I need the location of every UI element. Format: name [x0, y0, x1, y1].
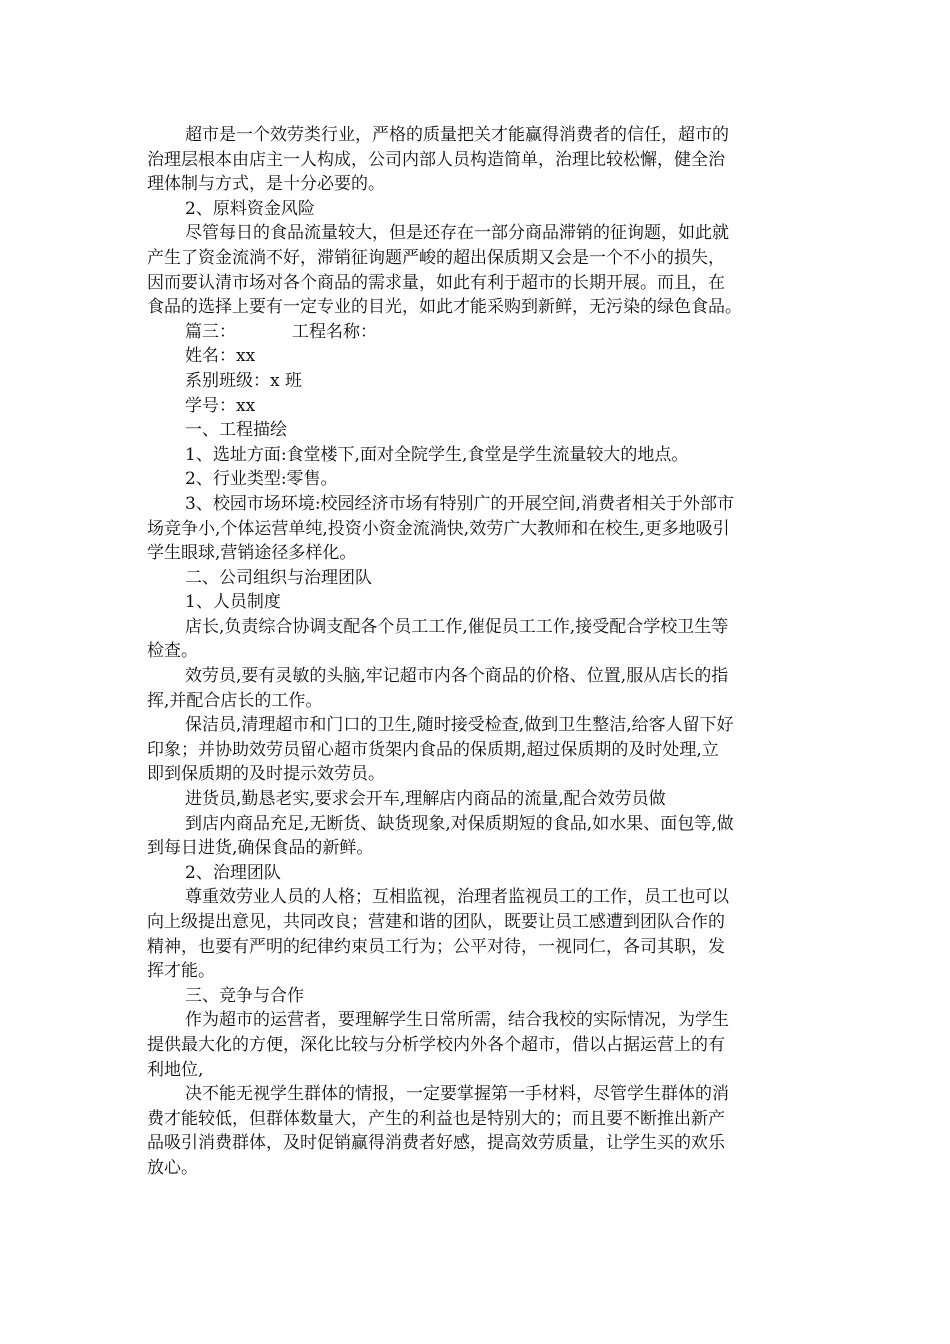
text-line: 理体制与方式，是十分必要的。 [147, 174, 385, 195]
text-line: 作为超市的运营者，要理解学生日常所需，结合我校的实际情况，为学生 [185, 1010, 729, 1031]
text-line: 食品的选择上要有一定专业的目光，如此才能采购到新鲜，无污染的绿色食品。 [147, 297, 742, 318]
text-line: 放心。 [147, 1157, 198, 1178]
text-line: 产生了资金流淌不好，滞销征询题严峻的超出保质期又会是一个不小的损失， [147, 247, 725, 268]
text-line: 1、选址方面:食堂楼下,面对全院学生,食堂是学生流量较大的地点。 [185, 444, 689, 465]
section-heading: 1、人员制度 [185, 592, 281, 613]
text-line: 检查。 [147, 641, 198, 662]
document-body [147, 123, 807, 1181]
text-line: 印象；并协助效劳员留心超市货架内食品的保质期,超过保质期的及时处理,立 [147, 739, 719, 760]
text-line: 尊重效劳业人员的人格；互相监视，治理者监视员工的工作，员工也可以 [185, 887, 729, 908]
section-heading: 二、公司组织与治理团队 [185, 567, 372, 588]
text-line: 保洁员,清理超市和门口的卫生,随时接受检查,做到卫生整洁,给客人留下好 [185, 715, 734, 736]
student-id-field: 学号：xx [185, 395, 256, 416]
text-line: 店长,负责综合协调支配各个员工工作,催促员工工作,接受配合学校卫生等 [185, 616, 729, 637]
text-line: 决不能无视学生群体的情报，一定要掌握第一手材料，尽管学生群体的消 [185, 1084, 729, 1105]
text-line: 3、校园市场环境:校园经济市场有特别广的开展空间,消费者相关于外部市 [185, 493, 734, 514]
section-heading: 2、治理团队 [185, 862, 281, 883]
text-line: 尽管每日的食品流量较大，但是还存在一部分商品滞销的征询题，如此就 [185, 223, 729, 244]
text-line: 利地位, [147, 1059, 204, 1080]
text-line: 因而要认清市场对各个商品的需求量，如此有利于超市的长期开展。而且，在 [147, 272, 725, 293]
chapter-title-line [147, 320, 807, 345]
text-line: 治理层根本由店主一人构成，公司内部人员构造简单，治理比较松懈，健全治 [147, 149, 725, 170]
chapter-label: 篇三： [185, 321, 236, 342]
text-line: 即到保质期的及时提示效劳员。 [147, 764, 385, 785]
text-line: 提供最大化的方便，深化比较与分析学校内外各个超市，借以占据运营上的有 [147, 1034, 725, 1055]
text-line: 效劳员,要有灵敏的头脑,牢记超市内各个商品的价格、位置,服从店长的指 [185, 666, 729, 687]
section-heading: 2、原料资金风险 [185, 198, 315, 219]
text-line: 挥,并配合店长的工作。 [147, 690, 323, 711]
text-line: 费才能较低，但群体数量大，产生的利益也是特别大的；而且要不断推出新产 [147, 1108, 725, 1129]
section-heading: 一、工程描绘 [185, 420, 287, 441]
text-line: 2、行业类型:零售。 [185, 469, 338, 490]
name-field: 姓名：xx [185, 346, 256, 367]
project-name-label: 工程名称： [292, 321, 377, 342]
section-heading: 三、竞争与合作 [185, 985, 304, 1006]
text-line: 场竞争小,个体运营单纯,投资小资金流淌快,效劳广大教师和在校生,更多地吸引 [147, 518, 730, 539]
text-line: 精神，也要有严明的纪律约束员工行为；公平对待，一视同仁，各司其职，发 [147, 936, 725, 957]
class-field: 系别班级：x 班 [185, 370, 302, 391]
text-line: 向上级提出意见，共同改良；营建和谐的团队，既要让员工感遭到团队合作的 [147, 912, 725, 932]
text-line: 超市是一个效劳类行业，严格的质量把关才能赢得消费者的信任，超市的 [185, 125, 729, 145]
text-line: 到每日进货,确保食品的新鲜。 [147, 838, 374, 859]
text-line: 品吸引消费群体，及时促销赢得消费者好感，提高效劳质量，让学生买的欢乐 [147, 1133, 725, 1154]
text-line: 挥才能。 [147, 961, 215, 982]
text-line: 学生眼球,营销途径多样化。 [147, 543, 357, 564]
text-line: 到店内商品充足,无断货、缺货现象,对保质期短的食品,如水果、面包等,做 [185, 813, 734, 834]
text-line: 进货员,勤恳老实,要求会开车,理解店内商品的流量,配合效劳员做 [185, 789, 666, 810]
